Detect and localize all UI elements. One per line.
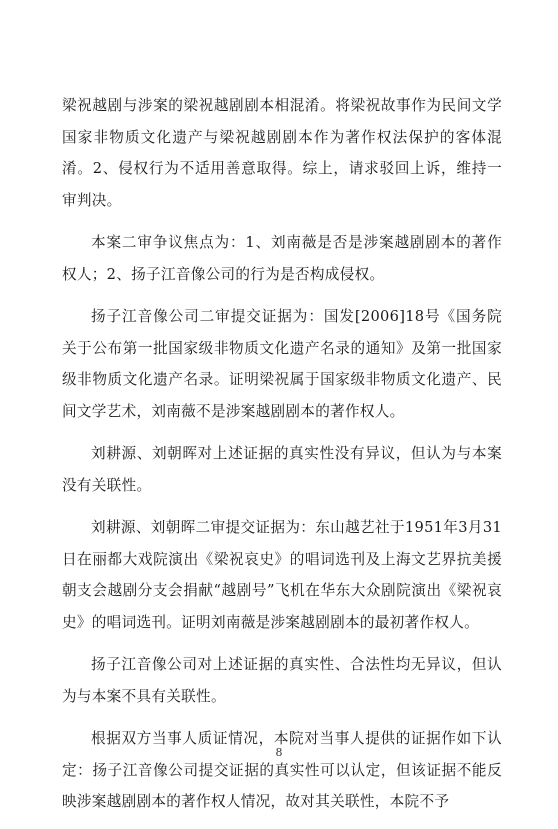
- paragraph-court-finding: 根据双方当事人质证情况，本院对当事人提供的证据作如下认定：扬子江音像公司提交证据的真实性可以认定，但该证据不能反映涉案越剧剧本的著作权人情况，故对其关联性，本院不予: [62, 730, 502, 810]
- paragraph-continuation: 梁祝越剧与涉案的梁祝越剧剧本相混淆。将梁祝故事作为民间文学国家非物质文化遗产与梁祝越剧剧本作为著作权法保护的客体混淆。2、侵权行为不适用善意取得。综上，请求驳回上诉，维持一审判决。: [62, 97, 502, 209]
- paragraph-yangzijiang-response: 扬子江音像公司对上述证据的真实性、合法性均无异议，但认为与本案不具有关联性。: [62, 656, 502, 705]
- paragraph-liu-response: 刘耕源、刘朝晖对上述证据的真实性没有异议，但认为与本案没有关联性。: [62, 445, 502, 494]
- page-number: 8: [275, 746, 283, 759]
- paragraph-liu-evidence: 刘耕源、刘朝晖二审提交证据为：东山越艺社于1951年3月31日在丽都大戏院演出《梁祝哀史》的唱词选刊及上海文艺界抗美援朝支会越剧分支会捐献“越剧号”飞机在华东大众剧院演出《梁祝哀史》的唱词选刊。证明刘南薇是涉案越剧剧本的最初著作权人。: [62, 519, 502, 631]
- paragraph-dispute-focus: 本案二审争议焦点为：1、刘南薇是否是涉案越剧剧本的著作权人；2、扬子江音像公司的行为是否构成侵权。: [62, 234, 502, 283]
- paragraph-yangzijiang-evidence: 扬子江音像公司二审提交证据为：国发[2006]18号《国务院关于公布第一批国家级非物质文化遗产名录的通知》及第一批国家级非物质文化遗产名录。证明梁祝属于国家级非物质文化遗产、民间文学艺术，刘南薇不是涉案越剧剧本的著作权人。: [62, 308, 502, 420]
- body-text: [62, 90, 502, 829]
